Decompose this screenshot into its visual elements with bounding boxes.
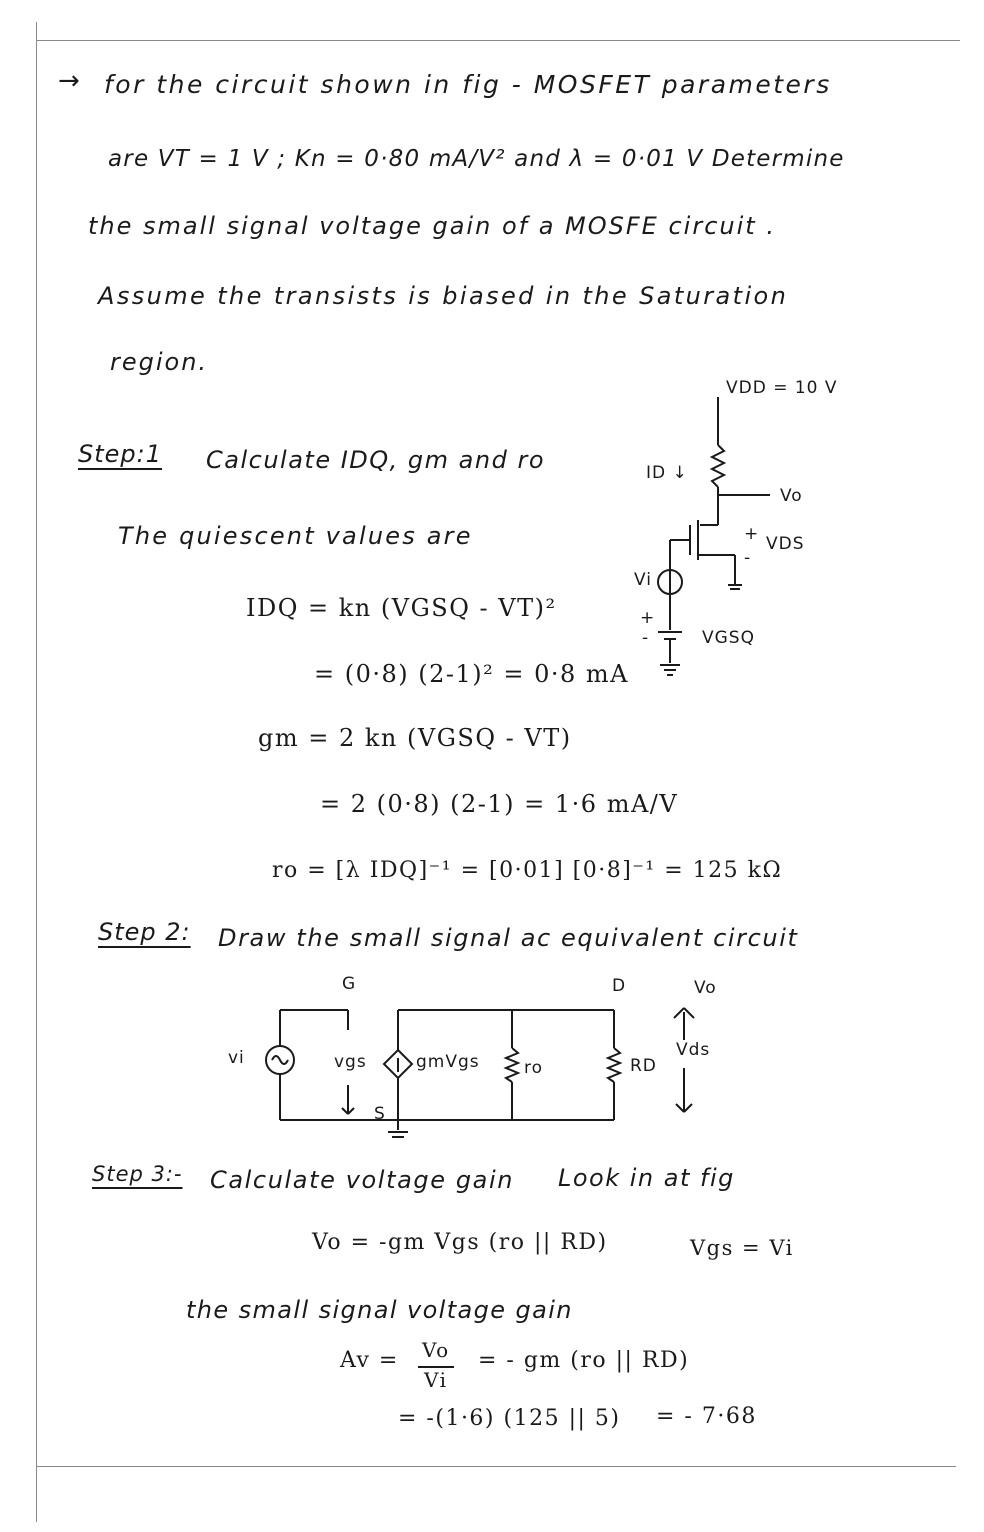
step-1-title: Calculate IDQ, gm and ro	[206, 446, 545, 474]
vgsq-label: VGSQ	[702, 628, 755, 648]
vo-equation: Vo = -gm Vgs (ro || RD)	[312, 1230, 608, 1255]
rd-resistor	[608, 1048, 620, 1082]
gm-vgs-label: gmVgs	[416, 1052, 480, 1072]
vds-output-label: Vds	[676, 1040, 711, 1060]
vgs-label: vgs	[334, 1052, 367, 1072]
vo-node-label: Vo	[780, 486, 803, 506]
bullet-arrow: →	[58, 66, 81, 96]
gain-title: the small signal voltage gain	[186, 1296, 573, 1324]
step-3-label: Step 3:-	[92, 1162, 183, 1186]
id-current-label: ID ↓	[646, 463, 688, 483]
vds-label: VDS	[766, 534, 805, 554]
ro-label: ro	[524, 1058, 544, 1078]
vds-minus: -	[744, 548, 752, 568]
vdd-label: VDD = 10 V	[726, 378, 838, 398]
problem-line-3: the small signal voltage gain of a MOSFE circuit .	[88, 212, 776, 240]
gm-equation: gm = 2 kn (VGSQ - VT)	[258, 724, 572, 752]
av-lhs: Av =	[340, 1348, 399, 1373]
av-value: = -(1·6) (125 || 5)	[398, 1406, 621, 1431]
av-rhs: = - gm (ro || RD)	[478, 1348, 690, 1373]
problem-line-4: Assume the transists is biased in the Saturation	[98, 282, 789, 310]
vi-label: vi	[228, 1048, 245, 1068]
idq-equation: IDQ = kn (VGSQ - VT)²	[246, 594, 557, 622]
step-1-label: Step:1	[78, 440, 162, 468]
step-1-intro: The quiescent values are	[118, 522, 473, 550]
battery-plus: +	[640, 608, 656, 628]
top-border-line	[36, 40, 960, 41]
problem-line-1: for the circuit shown in fig - MOSFET parameters	[104, 70, 832, 99]
drain-resistor	[712, 445, 724, 487]
av-result: = - 7·68	[656, 1404, 757, 1429]
gate-label: G	[342, 974, 357, 994]
step-2-title: Draw the small signal ac equivalent circuit	[218, 924, 799, 952]
source-label: S	[374, 1104, 386, 1124]
rd-label: RD	[630, 1056, 657, 1076]
bottom-border-line	[36, 1466, 956, 1467]
gm-value: = 2 (0·8) (2-1) = 1·6 mA/V	[320, 790, 679, 818]
step-3-title: Calculate voltage gain	[210, 1166, 515, 1194]
ro-equation: ro = [λ IDQ]⁻¹ = [0·01] [0·8]⁻¹ = 125 kΩ	[272, 858, 783, 883]
av-numerator: Vo	[422, 1338, 450, 1362]
av-denominator: Vi	[424, 1368, 448, 1392]
look-in-at-fig: Look in at fig	[558, 1164, 735, 1192]
left-border-line	[36, 22, 37, 1522]
idq-value: = (0·8) (2-1)² = 0·8 mA	[314, 660, 630, 688]
ro-resistor	[506, 1048, 518, 1082]
vo-output-label: Vo	[694, 978, 717, 998]
step-2-label: Step 2:	[98, 918, 191, 946]
problem-line-2: are VT = 1 V ; Kn = 0·80 mA/V² and λ = 0·01 V Determine	[108, 146, 845, 172]
drain-label: D	[612, 976, 627, 996]
problem-line-5: region.	[110, 348, 209, 376]
vgs-equals-vi: Vgs = Vi	[690, 1236, 794, 1260]
vds-plus: +	[744, 524, 760, 544]
battery-minus: -	[642, 628, 650, 648]
vi-source-label: Vi	[634, 570, 652, 590]
